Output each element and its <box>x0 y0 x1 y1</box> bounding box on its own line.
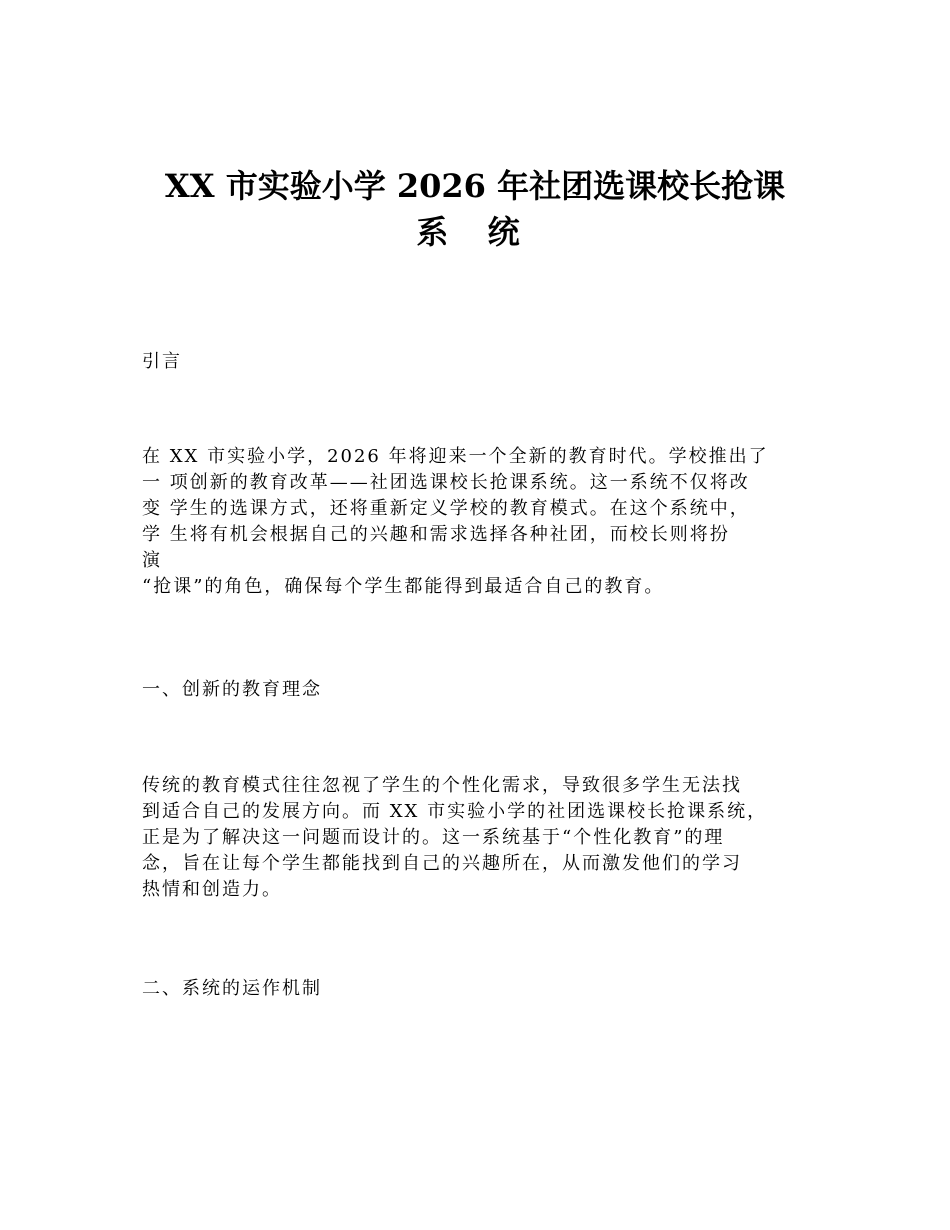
section-1-line: 热情和创造力。 <box>142 879 282 900</box>
section-1-line: 传统的教育模式往往忽视了学生的个性化需求，导致很多学生无法找 <box>142 775 742 796</box>
intro-line: 在 XX 市实验小学，2026 年将迎来一个全新的教育时代。学校推出了 <box>142 446 769 467</box>
intro-paragraph <box>142 444 822 600</box>
intro-line: 学 生将有机会根据自己的兴趣和需求选择各种社团，而校长则将扮 <box>142 524 730 545</box>
section-2-heading: 二、系统的运作机制 <box>142 978 322 999</box>
intro-line: 一 项创新的教育改革——社团选课校长抢课系统。这一系统不仅将改 <box>142 472 750 493</box>
section-1-line: 到适合自己的发展方向。而 XX 市实验小学的社团选课校长抢课系统， <box>142 801 768 822</box>
section-1-paragraph <box>142 773 822 903</box>
document-title-line-2: 系 统 <box>416 213 534 251</box>
document-title-line-1: XX 市实验小学 2026 年社团选课校长抢课 <box>164 167 786 205</box>
section-1-line: 正是为了解决这一问题而设计的。这一系统基于“个性化教育”的理 <box>142 827 725 848</box>
intro-line: 演 <box>142 550 162 571</box>
intro-heading: 引言 <box>142 351 182 372</box>
intro-line: “抢课”的角色，确保每个学生都能得到最适合自己的教育。 <box>142 576 665 597</box>
intro-line: 变 学生的选课方式，还将重新定义学校的教育模式。在这个系统中， <box>142 498 750 519</box>
section-1-heading: 一、创新的教育理念 <box>142 679 322 700</box>
section-1-line: 念，旨在让每个学生都能找到自己的兴趣所在，从而激发他们的学习 <box>142 853 742 874</box>
